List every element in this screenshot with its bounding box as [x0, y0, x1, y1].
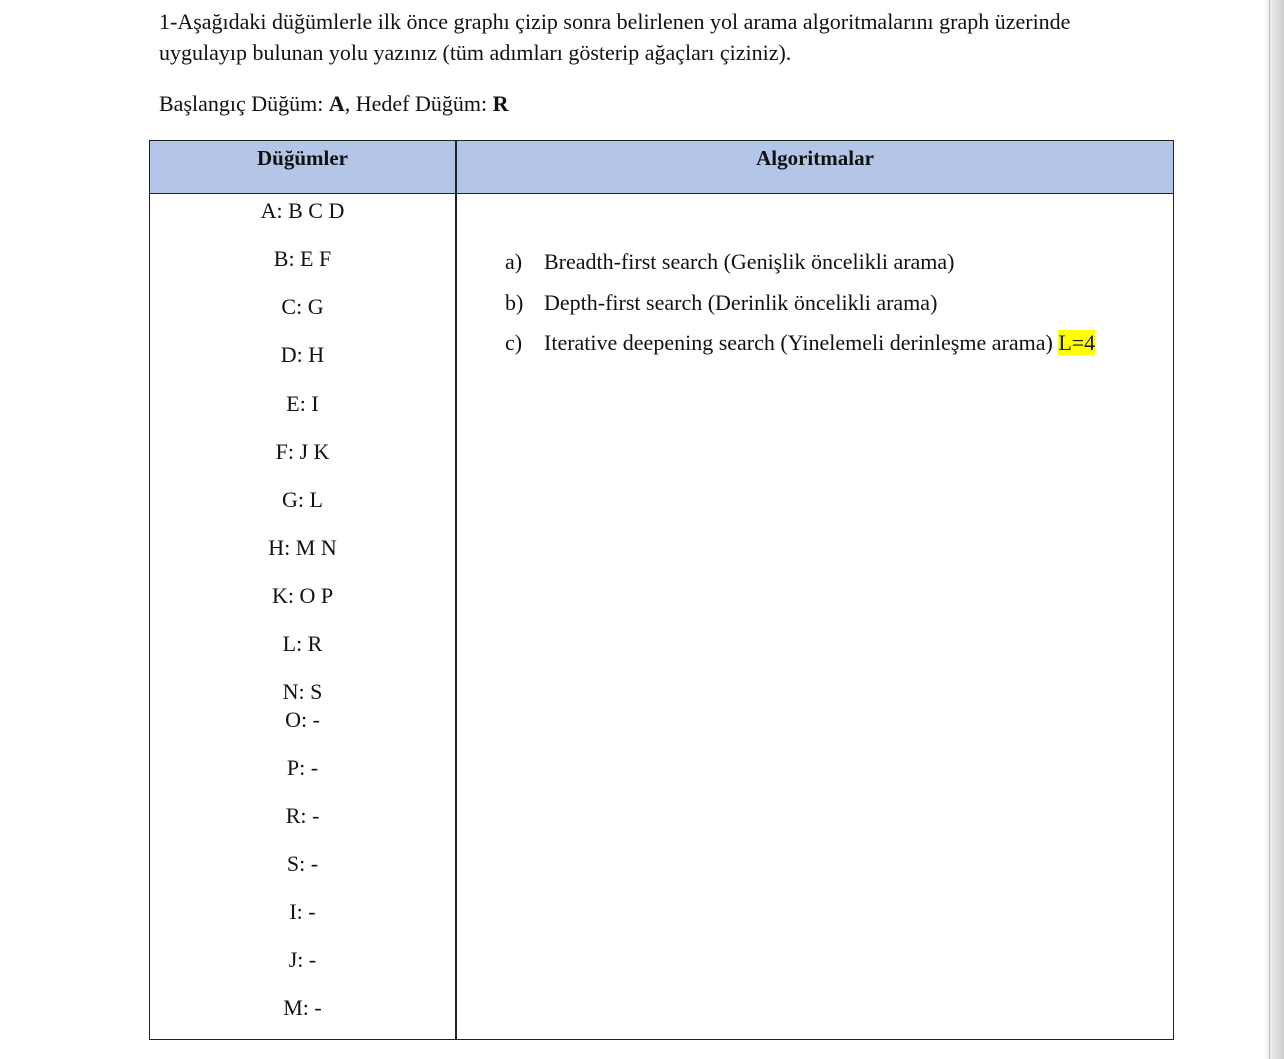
algorithm-text: Iterative deepening search (Yinelemeli derinleşme arama) — [544, 330, 1059, 355]
depth-limit-highlight: L=4 — [1058, 330, 1096, 355]
start-label: Başlangıç Düğüm: — [159, 91, 329, 116]
node-entry: A: B C D — [260, 198, 345, 223]
node-entry: E: I — [286, 391, 319, 416]
column-divider — [455, 141, 457, 1039]
start-node: A — [328, 91, 345, 116]
algorithm-text: Breadth-first search (Genişlik öncelikli arama) — [544, 249, 955, 274]
header-algorithms: Algoritmalar — [756, 146, 874, 170]
table-header-row — [150, 141, 1173, 194]
goal-label: Hedef Düğüm: — [355, 91, 493, 116]
page-edge-line — [1269, 0, 1270, 1059]
node-entry: D: H — [280, 342, 325, 367]
node-entry: F: J K — [275, 439, 330, 464]
algorithm-text: Depth-first search (Derinlik öncelikli arama) — [544, 289, 938, 315]
goal-node: R — [492, 91, 509, 116]
list-marker: a) — [505, 249, 523, 274]
node-entry: O: - — [285, 707, 320, 732]
node-entry: P: - — [286, 755, 319, 780]
node-entry: N: S — [282, 679, 323, 704]
problem-table — [149, 140, 1174, 1040]
start-goal-separator: , — [344, 91, 356, 116]
node-entry: G: L — [282, 487, 323, 512]
node-entry: M: - — [283, 995, 322, 1020]
node-entry: C: G — [281, 294, 324, 319]
node-entry: S: - — [286, 851, 319, 876]
node-entry: R: - — [285, 803, 320, 828]
node-entry: K: O P — [271, 583, 334, 608]
start-goal-line — [159, 89, 509, 119]
node-entry: H: M N — [268, 535, 337, 560]
node-entry: I: - — [289, 899, 316, 924]
list-marker: b) — [505, 289, 524, 315]
page-edge-shadow — [1262, 0, 1284, 1059]
node-entry: J: - — [288, 947, 317, 972]
node-entry: B: E F — [273, 246, 332, 271]
algorithm-text-wrapper — [544, 328, 1095, 358]
question-text: 1-Aşağıdaki düğümlerle ilk önce graphı çizip sonra belirlenen yol arama algoritmalarını graph üzerinde uygulayıp bulunan yolu yazınız (tüm adımları gösterip ağaçları çiziniz). — [159, 9, 1071, 65]
list-marker: c) — [505, 330, 523, 355]
header-nodes: Düğümler — [257, 146, 348, 170]
node-entry: L: R — [282, 631, 323, 656]
